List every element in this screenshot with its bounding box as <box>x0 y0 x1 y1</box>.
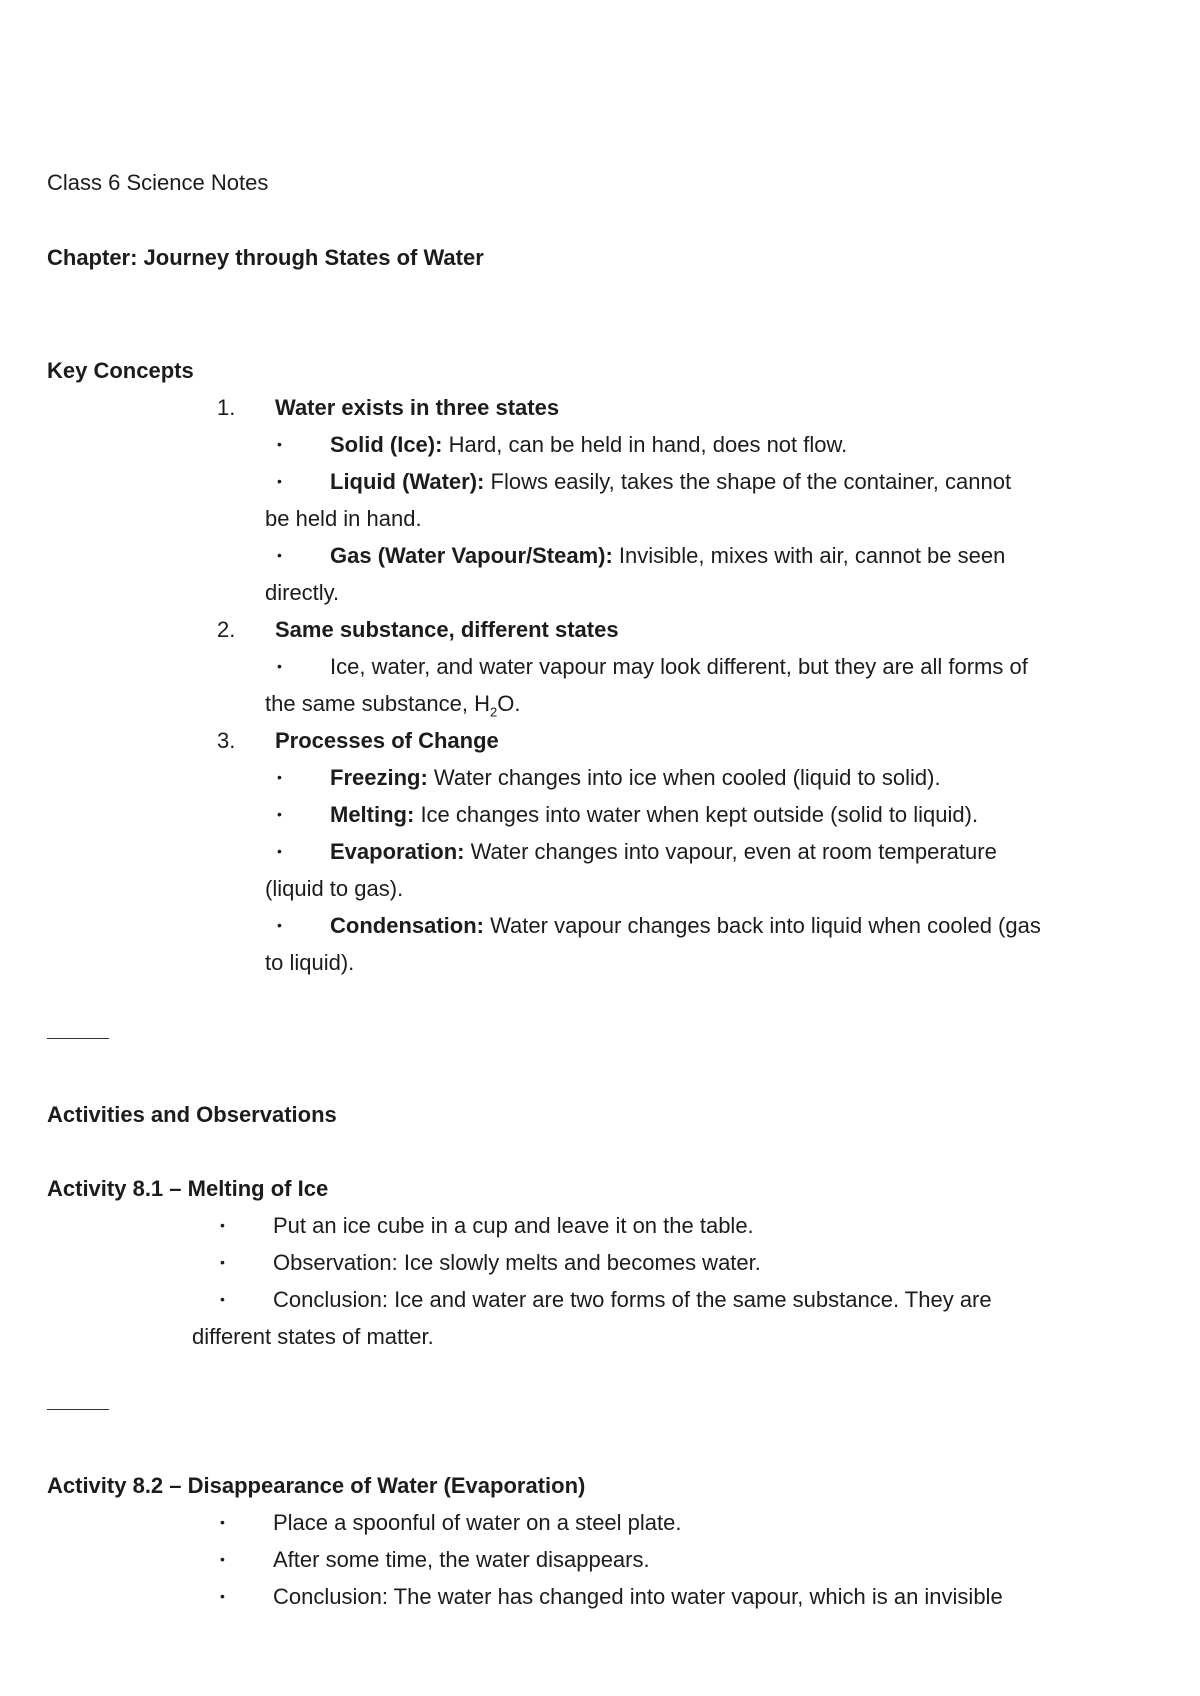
list-item <box>330 537 1005 574</box>
term-description: Water changes into vapour, even at room temperature <box>464 839 997 864</box>
bullet-icon: • <box>220 1217 225 1233</box>
bullet-icon: • <box>220 1551 225 1567</box>
continuation-text: the same substance, H <box>265 691 491 716</box>
bullet-icon: • <box>220 1254 225 1270</box>
term-label: Solid (Ice): <box>330 432 443 457</box>
bullet-icon: • <box>277 769 282 785</box>
activities-heading: Activities and Observations <box>47 1102 337 1127</box>
subscript: 2 <box>490 704 498 720</box>
list-item-continuation: be held in hand. <box>265 506 422 531</box>
term-label: Gas (Water Vapour/Steam): <box>330 543 613 568</box>
list-item <box>330 796 978 833</box>
term-description: Invisible, mixes with air, cannot be seen <box>612 543 1006 568</box>
list-item-continuation: directly. <box>265 580 340 605</box>
list-number: 2. <box>217 617 236 642</box>
bullet-icon: • <box>277 658 282 674</box>
term-description: Flows easily, takes the shape of the container, cannot <box>484 469 1012 494</box>
term-description: Water changes into ice when cooled (liquid to solid). <box>427 765 941 790</box>
list-item: Put an ice cube in a cup and leave it on the table. <box>273 1213 754 1238</box>
activity-title: Activity 8.2 – Disappearance of Water (Evaporation) <box>47 1473 586 1498</box>
list-number: 1. <box>217 395 236 420</box>
list-item <box>330 426 847 463</box>
list-number: 3. <box>217 728 236 753</box>
concept-title: Same substance, different states <box>275 617 619 642</box>
list-item: Observation: Ice slowly melts and becomes water. <box>273 1250 761 1275</box>
list-item-continuation: (liquid to gas). <box>265 876 404 901</box>
list-item-continuation <box>265 685 520 722</box>
bullet-icon: • <box>277 436 282 452</box>
list-item <box>330 907 1041 944</box>
term-label: Evaporation: <box>330 839 465 864</box>
list-item: Ice, water, and water vapour may look different, but they are all forms of <box>330 654 1028 679</box>
bullet-icon: • <box>277 806 282 822</box>
key-concepts-heading: Key Concepts <box>47 358 194 383</box>
document-title: Class 6 Science Notes <box>47 170 269 195</box>
bullet-icon: • <box>220 1588 225 1604</box>
chapter-title: Chapter: Journey through States of Water <box>47 245 484 270</box>
list-item-continuation: to liquid). <box>265 950 355 975</box>
bullet-icon: • <box>277 843 282 859</box>
term-label: Liquid (Water): <box>330 469 485 494</box>
section-divider <box>47 1038 109 1039</box>
list-item <box>330 463 1011 500</box>
list-item-continuation: different states of matter. <box>192 1324 434 1349</box>
section-divider <box>47 1409 109 1410</box>
concept-title: Water exists in three states <box>275 395 560 420</box>
concept-title: Processes of Change <box>275 728 499 753</box>
bullet-icon: • <box>220 1514 225 1530</box>
list-item: After some time, the water disappears. <box>273 1547 650 1572</box>
bullet-icon: • <box>277 473 282 489</box>
activity-title: Activity 8.1 – Melting of Ice <box>47 1176 329 1201</box>
bullet-icon: • <box>277 917 282 933</box>
list-item: Conclusion: Ice and water are two forms of the same substance. They are <box>273 1287 992 1312</box>
term-label: Melting: <box>330 802 415 827</box>
bullet-icon: • <box>220 1291 225 1307</box>
term-label: Condensation: <box>330 913 484 938</box>
term-label: Freezing: <box>330 765 428 790</box>
list-item: Conclusion: The water has changed into water vapour, which is an invisible <box>273 1584 1003 1609</box>
term-description: Water vapour changes back into liquid when cooled (gas <box>484 913 1041 938</box>
term-description: Ice changes into water when kept outside (solid to liquid). <box>414 802 979 827</box>
term-description: Hard, can be held in hand, does not flow. <box>442 432 848 457</box>
list-item <box>330 833 997 870</box>
list-item: Place a spoonful of water on a steel plate. <box>273 1510 682 1535</box>
bullet-icon: • <box>277 547 282 563</box>
list-item <box>330 759 941 796</box>
continuation-text: O. <box>497 691 521 716</box>
